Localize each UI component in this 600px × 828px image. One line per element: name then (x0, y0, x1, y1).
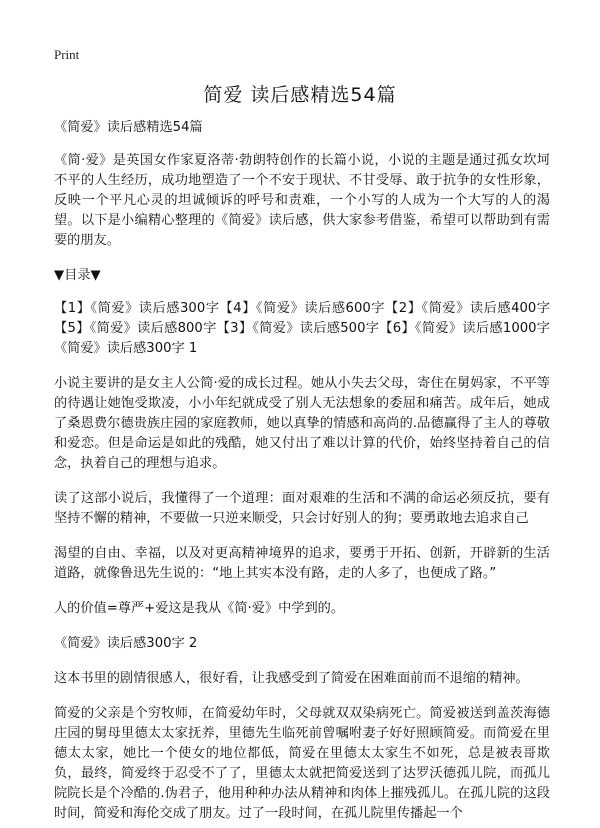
document-body (54, 118, 550, 828)
print-label[interactable]: Print (54, 47, 80, 62)
body-paragraph: 人的价值=尊严+爱这是我从《简·爱》中学到的。 (54, 601, 345, 616)
body-paragraph: 简爱的父亲是个穷牧师，在简爱幼年时，父母就双双染病死亡。简爱被送到盖茨海德庄园的舅母里德太太家抚养，里德先生临死前曾嘱咐妻子好好照顾简爱。而简爱在里德太太家，她比一个使女的地位都低，简爱在里德太太家生不如死，总是被表哥欺负，最终，简爱终于忍受不了了，里德太太就把简爱送到了达罗沃德孤儿院，而孤儿院院长是个冷酷的.伪君子，他用种种办法从精神和肉体上摧残孤儿。在孤儿院的这段时间，简爱和海伦交成了朋友。过了一段时间，在孤儿院里传播起一个 (54, 706, 550, 821)
body-paragraph: 这本书里的剧情很感人，很好看，让我感受到了简爱在困难面前而不退缩的精神。 (54, 671, 529, 686)
intro-paragraph: 《简·爱》是英国女作家夏洛蒂·勃朗特创作的长篇小说，小说的主题是通过孤女坎坷不平的人生经历，成功地塑造了一个不安于现状、不甘受辱、敢于抗争的女性形象，反映一个平凡心灵的坦诚倾诉的呼号和责难，一个小写的人成为一个大写的人的渴望。以下是小编精心整理的《简爱》读后感，供大家参考借鉴，希望可以帮助到有需要的朋友。 (54, 153, 550, 248)
body-paragraph: 小说主要讲的是女主人公简·爱的成长过程。她从小失去父母，寄住在舅妈家，不平等的待遇让她饱受欺凌，小小年纪就成受了别人无法想象的委屈和痛苦。成年后，她成了桑恩费尔德贵族庄园的家庭教师，她以真挚的情感和高尚的.品德赢得了主人的尊敬和爱恋。但是命运是如此的残酷，她又付出了难以计算的代价，始终坚持着自己的信念，执着自己的理想与追求。 (54, 376, 550, 471)
document-title: 简爱 读后感精选54篇 (203, 84, 397, 106)
toc-links[interactable]: 【1】《简爱》读后感300字【4】《简爱》读后感600字【2】《简爱》读后感400字【5】《简爱》读后感800字【3】《简爱》读后感500字【6】《简爱》读后感1000字《简爱》读后感300字 1 (54, 301, 550, 356)
section-heading: 《简爱》读后感300字 2 (54, 636, 198, 651)
body-paragraph: 读了这部小说后，我懂得了一个道理：面对艰难的生活和不满的命运必须反抗，要有坚持不懈的精神，不要做一只逆来顺受，只会讨好别人的狗；要勇敢地去追求自己 (54, 491, 550, 526)
toc-heading: ▼目录▼ (54, 268, 101, 283)
body-paragraph: 渴望的自由、幸福，以及对更高精神境界的追求，要勇于开拓、创新，开辟新的生活道路，就像鲁迅先生说的：“地上其实本没有路，走的人多了，也便成了路。” (54, 546, 550, 581)
subtitle-paragraph: 《简爱》读后感精选54篇 (54, 120, 203, 135)
